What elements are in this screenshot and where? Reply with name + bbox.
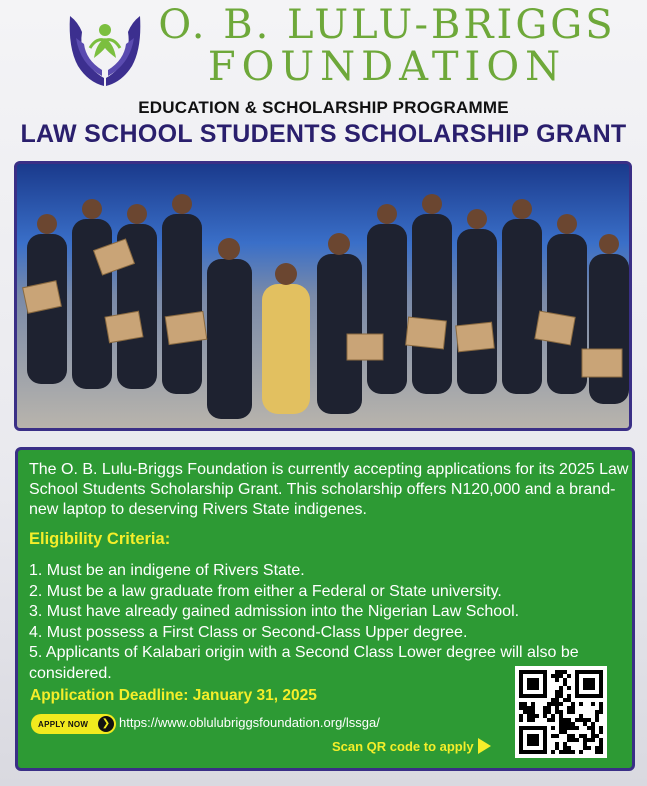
group-photo	[14, 161, 632, 431]
programme-title: EDUCATION & SCHOLARSHIP PROGRAMME	[138, 98, 509, 117]
hands-logo-icon	[66, 8, 144, 90]
criterion-item: 4. Must possess a First Class or Second-Class Upper degree.	[29, 623, 468, 641]
scan-qr-instruction	[332, 738, 491, 754]
qr-code-icon[interactable]	[515, 666, 607, 758]
criterion-item: 1. Must be an indigene of Rivers State.	[29, 562, 305, 579]
grant-title: LAW SCHOOL STUDENTS SCHOLARSHIP GRANT	[20, 120, 627, 148]
application-url-link[interactable]: https://www.oblulubriggsfoundation.org/lssga/	[119, 715, 380, 730]
criterion-item: 3. Must have already gained admission into the Nigerian Law School.	[29, 603, 520, 620]
info-panel	[15, 447, 635, 771]
apply-now-label: APPLY NOW	[38, 719, 89, 729]
foundation-name-line2: FOUNDATION	[207, 44, 567, 90]
scan-qr-text: Scan QR code to apply	[332, 738, 474, 754]
criterion-item: 5. Applicants of Kalabari origin with a Second Class Lower degree will also be considered.	[29, 644, 579, 682]
scan-arrow-icon	[478, 738, 491, 754]
criterion-item: 2. Must be a law graduate from either a Federal or State university.	[29, 582, 502, 600]
apply-now-button[interactable]	[31, 714, 116, 734]
foundation-name	[152, 2, 622, 90]
description-text: The O. B. Lulu-Briggs Foundation is currently accepting applications for its 2025 Law School Students Scholarship Grant. This scholarship offers N120,000 and a brand-new laptop to deserving Rivers State indigenes.	[29, 461, 629, 518]
apply-arrow-icon: ❯	[98, 716, 114, 732]
application-deadline: Application Deadline: January 31, 2025	[30, 687, 317, 704]
eligibility-heading: Eligibility Criteria:	[29, 530, 171, 548]
foundation-name-line1: O. B. LULU-BRIGGS	[158, 2, 616, 48]
